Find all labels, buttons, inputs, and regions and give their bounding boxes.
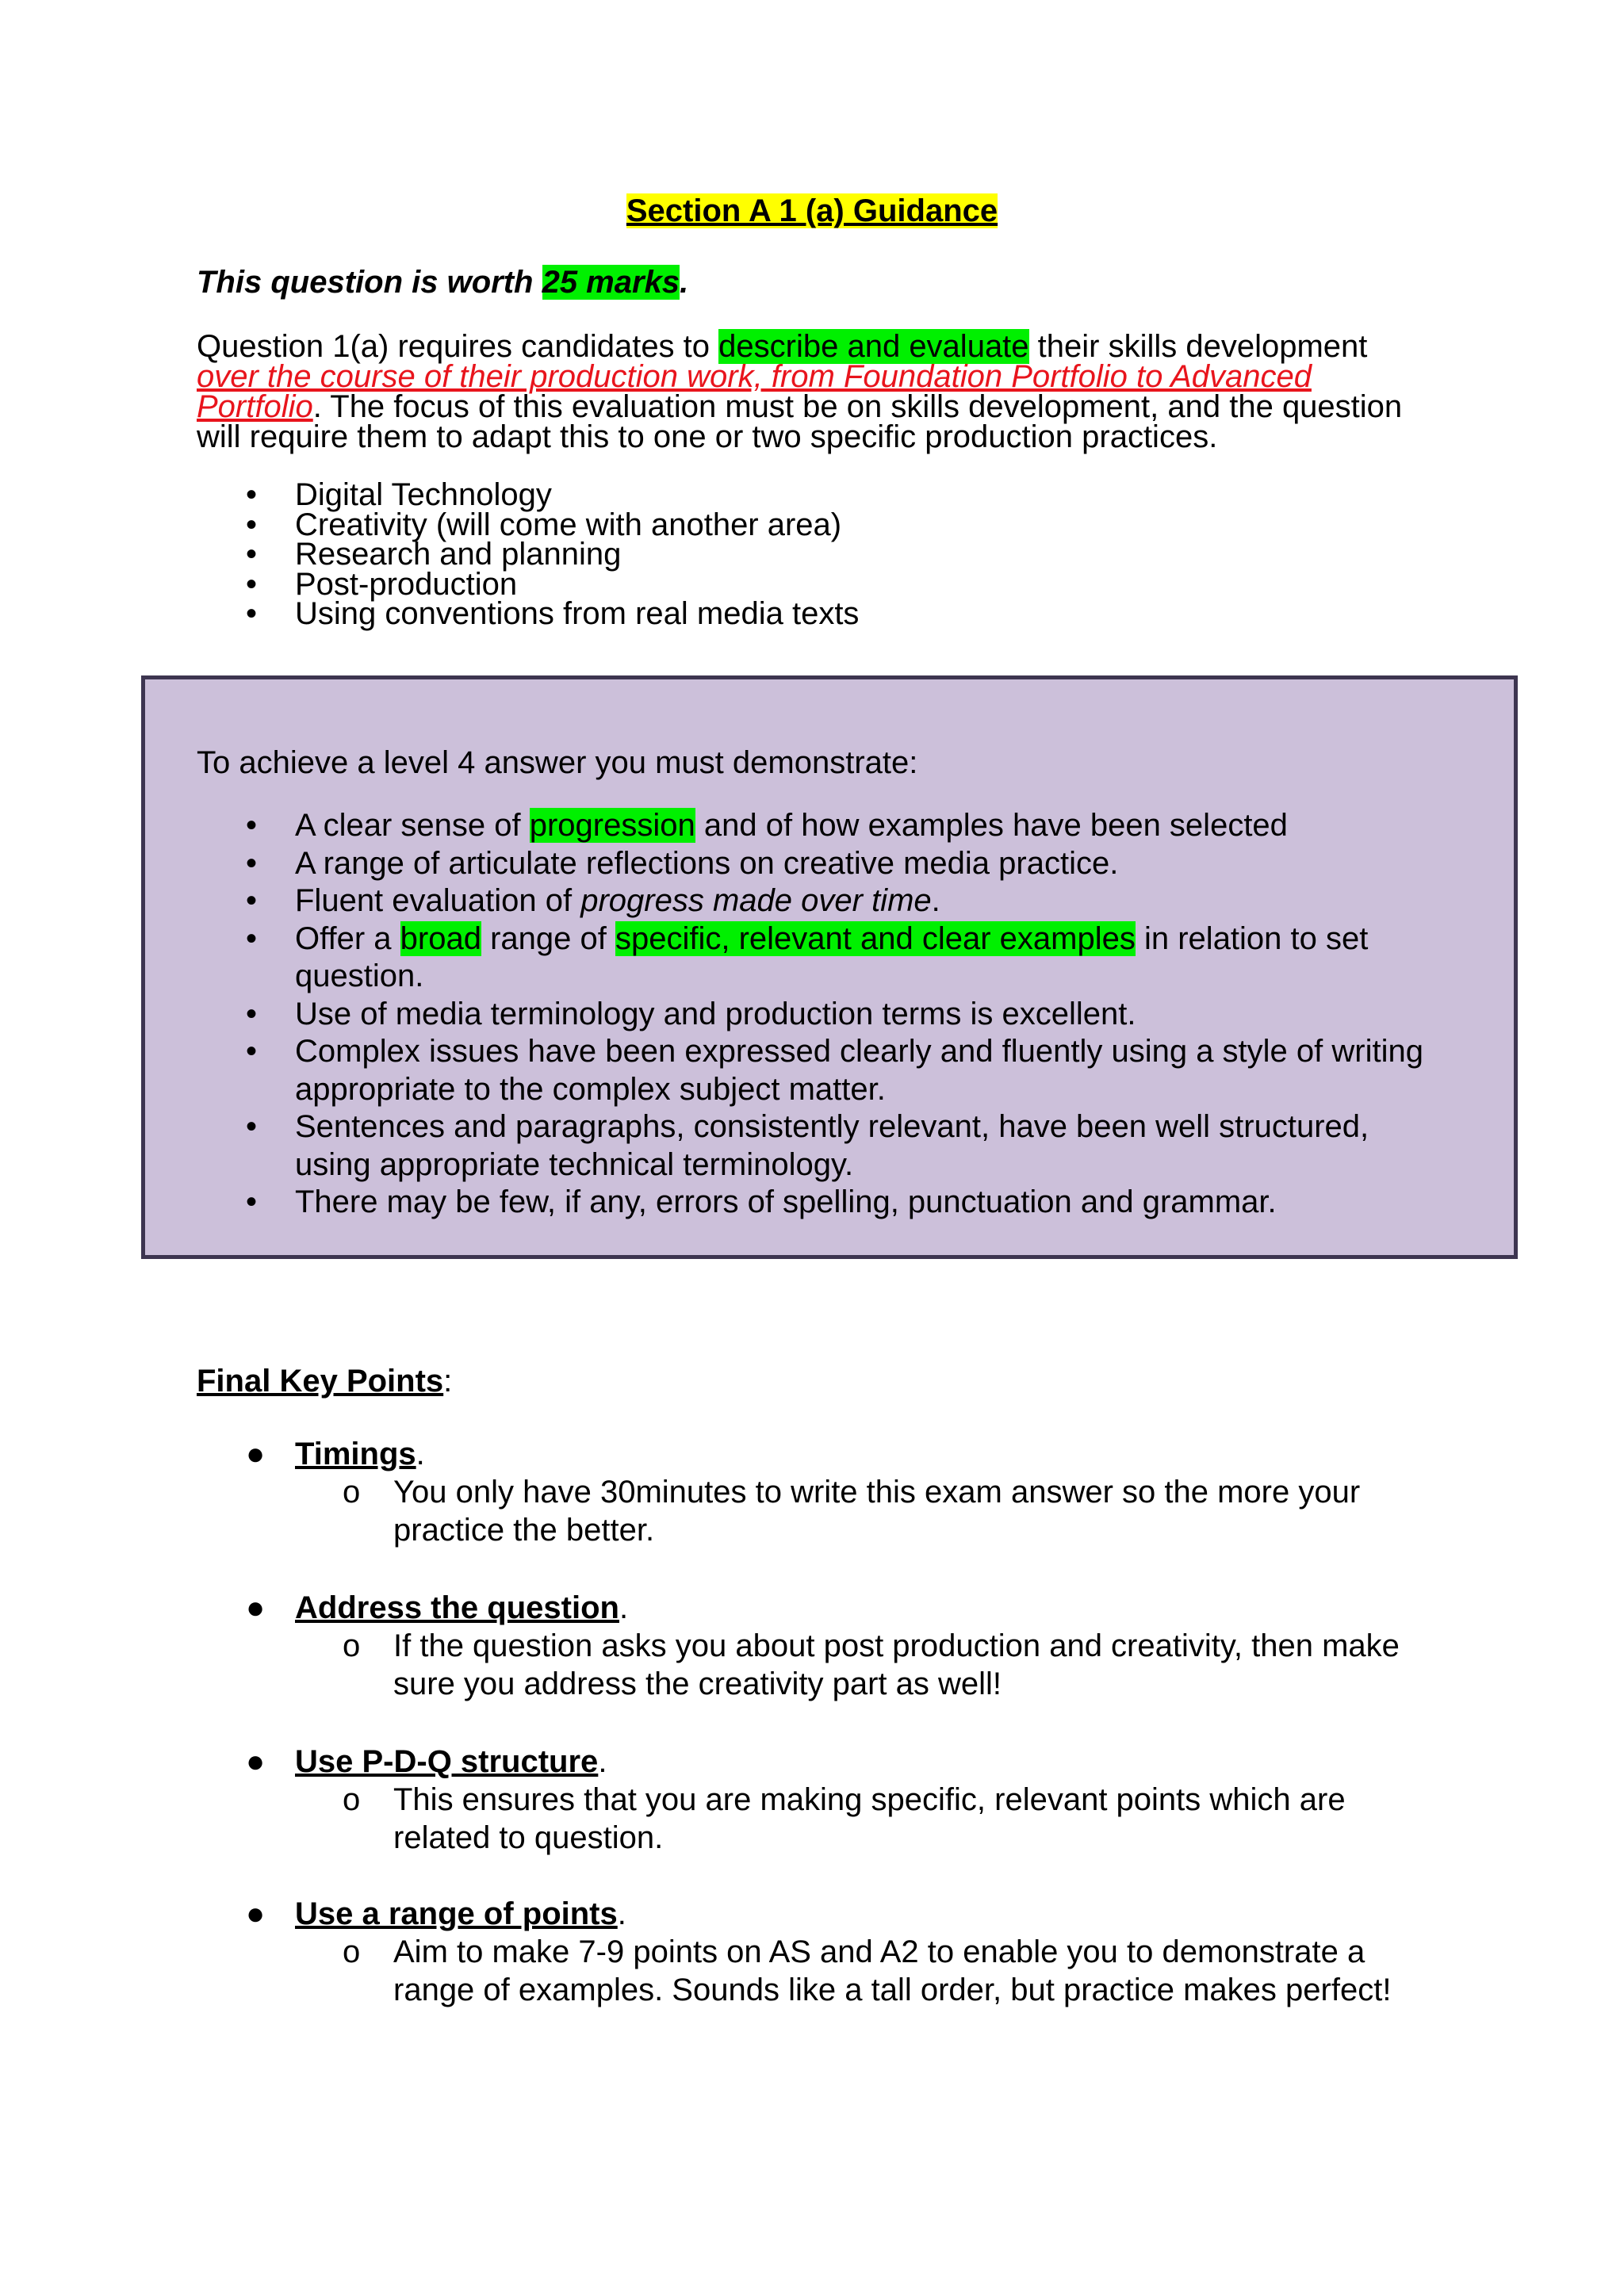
bullet-icon: • [246,477,258,512]
bullet-icon: ● [246,1437,266,1471]
page-title: Section A 1 (a) Guidance [626,193,998,228]
list-item: • Fluent evaluation of progress made over time. [197,882,1434,920]
key-point-range-of-points: ● Use a range of points. o Aim to make 7-9 points on AS and A2 to enable you to demonstrate a range of examples. Sounds like a tall order, but practice makes perfect! [246,1896,1392,2007]
bullet-icon: ● [246,1744,266,1779]
bullet-icon: ● [246,1896,266,1931]
list-item: • There may be few, if any, errors of spelling, punctuation and grammar. [197,1184,1434,1222]
list-item: • Post-production [246,566,518,602]
list-item: • Using conventions from real media texts [246,596,860,631]
list-item: • A range of articulate reflections on creative media practice. [197,845,1434,883]
bullet-icon: • [246,566,258,602]
list-item: • Creativity (will come with another area) [246,507,842,542]
bullet-icon: • [246,808,258,843]
circle-bullet-icon: o [343,1475,361,1510]
list-item: • Offer a broad range of specific, relevant and clear examples in relation to set question. [246,920,1369,993]
bullet-icon: • [246,920,258,956]
list-item: • Research and planning [246,537,622,572]
bullet-icon: • [246,596,258,631]
key-point-timings: ● Timings. o You only have 30minutes to write this exam answer so the more your practice the better. [246,1437,1361,1548]
circle-bullet-icon: o [343,1628,361,1663]
key-points-heading: Final Key Points: [197,1364,453,1399]
intro-paragraph: Question 1(a) requires candidates to describe and evaluate their skills development over the course of their production work, from Foundation Portfolio to Advanced Portfolio. The focus of this evaluation must be on skills development, and the question will require them to adapt this to one or two specific production practices. [197,329,1403,454]
circle-bullet-icon: o [343,1782,361,1817]
marks-highlight: 25 marks [542,265,680,300]
bullet-icon: • [246,1034,258,1069]
key-point-pdq-structure: ● Use P-D-Q structure. o This ensures that you are making specific, relevant points which are related to question. [246,1744,1346,1855]
list-item: • Digital Technology [246,477,552,512]
bullet-icon: • [246,845,258,881]
circle-bullet-icon: o [343,1934,361,1969]
list-item: • Complex issues have been expressed clearly and fluently using a style of writing appropriate to the complex subject matter. [246,1034,1423,1107]
bullet-icon: • [246,1184,258,1219]
practices-list [197,477,860,631]
list-item: • A clear sense of progression and of how examples have been selected [197,807,1434,845]
level4-intro: To achieve a level 4 answer you must demonstrate: [197,745,918,780]
level4-criteria-list [197,807,1434,1222]
bullet-icon: • [246,996,258,1031]
key-point-address-question: ● Address the question. o If the question asks you about post production and creativity, then make sure you address the creativity part as well! [246,1590,1400,1701]
bullet-icon: ● [246,1590,266,1625]
portfolio-emphasis: over the course of their production work, from Foundation Portfolio to Advanced Portfolio [197,359,1312,424]
bullet-icon: • [246,507,258,542]
bullet-icon: • [246,883,258,918]
list-item: • Use of media terminology and production terms is excellent. [197,996,1434,1034]
marks-statement: This question is worth 25 marks. [197,265,689,300]
bullet-icon: • [246,537,258,572]
list-item: • Sentences and paragraphs, consistently relevant, have been well structured, using appropriate technical terminology. [246,1109,1369,1182]
bullet-icon: • [246,1109,258,1144]
